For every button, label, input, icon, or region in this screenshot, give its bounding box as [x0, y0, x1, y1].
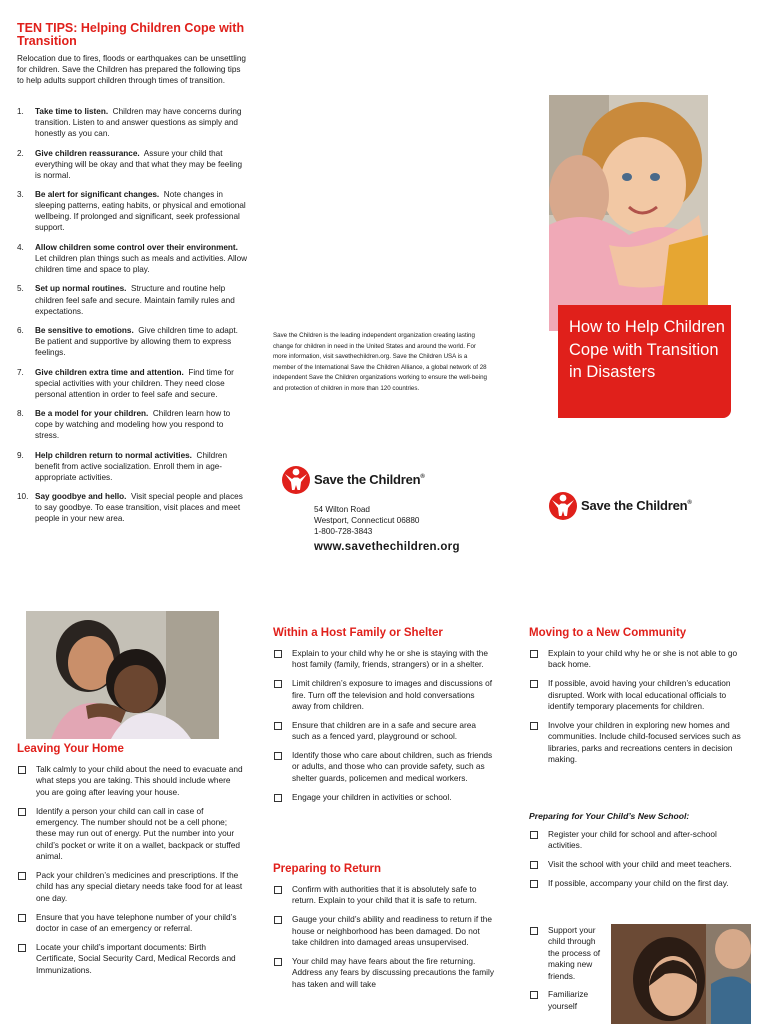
- child-hugging-doll-image: [549, 95, 708, 331]
- tip-heading: Allow children some control over their environment.: [35, 242, 238, 252]
- about-text: Save the Children is the leading independent organization creating lasting change for children in need in the United States and around the world. For more information, visit savethechildren.org. Save the Children USA is a member of the International Save the Children Alliance, a global network of 28 independent Save the Children organizations working to ensure the well-being and protection of children in more than 120 countries.: [273, 332, 487, 392]
- leaving-heading: Leaving Your Home: [17, 743, 124, 755]
- logo-back: [281, 462, 425, 496]
- school-subheading: Preparing for Your Child’s New School:: [529, 811, 690, 821]
- host-item: Engage your children in activities or school.: [273, 792, 495, 803]
- tips-list: [17, 106, 249, 533]
- leaving-item: Pack your children’s medicines and prescriptions. If the child has any special dietary needs take food for at least one day.: [17, 870, 243, 904]
- tip-heading: Be alert for significant changes.: [35, 190, 160, 200]
- moving-item: If possible, avoid having your children’s education disrupted. Work with local educational officials to identify temporary placements for children.: [529, 678, 751, 712]
- moving-list: [529, 648, 751, 773]
- tip-heading: Give children reassurance.: [35, 148, 140, 158]
- returning-item: Confirm with authorities that it is absolutely safe to return. Explain to your child that it is safe to return.: [273, 884, 495, 907]
- two-girls-image: [26, 611, 219, 739]
- tip-number: 9.: [17, 450, 24, 460]
- logo-back-text: Save the Children: [314, 471, 421, 487]
- leaving-item: Locate your child’s important documents: Birth Certificate, Social Security Card, Medical Records and Immunizations.: [17, 942, 243, 976]
- moving-item: Involve your children in exploring new homes and communities. Include child-focused services such as libraries, parks and recreations centers in decision making.: [529, 720, 751, 766]
- two-girls-photo: [26, 611, 219, 739]
- moving-heading: Moving to a New Community: [529, 627, 687, 639]
- address-line-1: 54 Wilton Road: [314, 505, 370, 514]
- leaving-list: [17, 764, 243, 983]
- host-item: Explain to your child why he or she is staying with the host family (family, friends, strangers) or in a shelter.: [273, 648, 495, 671]
- tip-heading: Say goodbye and hello.: [35, 492, 127, 502]
- cover-title: How to Help Children Cope with Transition in Disasters: [569, 318, 725, 381]
- host-item: Identify those who care about children, such as friends or adults, and those who can provide safety, such as shelter guards, policemen and medical workers.: [273, 750, 495, 784]
- tip-text: Let children plan things such as meals and activities. Allow children time and space to play.: [35, 253, 248, 275]
- tip-number: 10.: [17, 492, 29, 502]
- tips-intro: Relocation due to fires, floods or earthquakes can be unsettling for children. Save the Children has prepared the following tips to help adults support children through times of transition.: [17, 54, 246, 85]
- tip-item: [17, 189, 249, 233]
- tip-item: [17, 148, 249, 181]
- girl-with-adult-image: [611, 924, 751, 1024]
- logo-child-icon: [548, 488, 578, 522]
- address-block: [314, 504, 419, 538]
- school-item: Familiarize yourself: [529, 989, 605, 1012]
- tip-text: Structure and routine help children feel safe and secure. Maintain family rules and expectations.: [35, 284, 235, 316]
- tip-text: Give children time to adapt. Be patient and supportive by allowing them to express feelings.: [35, 325, 238, 358]
- tip-item: [17, 367, 249, 400]
- tip-item: [17, 283, 249, 316]
- logo-front-mark: ®: [687, 500, 692, 506]
- logo-front: [548, 488, 692, 522]
- tip-number: 1.: [17, 107, 24, 116]
- moving-item: Explain to your child why he or she is not able to go back home.: [529, 648, 751, 671]
- tip-item: [17, 106, 249, 139]
- tip-number: 5.: [17, 284, 24, 294]
- tip-number: 8.: [17, 409, 24, 419]
- tip-text: Children learn how to cope by watching and modeling how you respond to stress.: [35, 409, 231, 441]
- school-item: Support your child through the process of making new friends.: [529, 925, 605, 982]
- girl-photo: [611, 924, 751, 1024]
- school-item: If possible, accompany your child on the first day.: [529, 878, 751, 889]
- tip-item: [17, 242, 249, 275]
- tip-number: 3.: [17, 190, 24, 200]
- tip-heading: Help children return to normal activities.: [35, 450, 192, 460]
- tip-item: [17, 325, 249, 358]
- leaving-item: Ensure that you have telephone number of your child’s doctor in case of an emergency or referral.: [17, 912, 243, 935]
- cover-photo: [549, 95, 708, 331]
- returning-item: Gauge your child’s ability and readiness to return if the house or neighborhood has been damaged. Do not take children into damaged areas unsupervised.: [273, 914, 495, 948]
- tip-heading: Give children extra time and attention.: [35, 367, 184, 377]
- host-list: [273, 648, 495, 810]
- tip-text: Find time for special activities with your children. They need close personal attention in order to feel safe and secure.: [35, 367, 234, 399]
- tip-number: 4.: [17, 242, 24, 252]
- leaving-item: Identify a person your child can call in case of emergency. The number should not be a cell phone; these may run out of energy. Put the number into your child’s pocket or write it on a wallet, backpack or stuffed animal.: [17, 806, 243, 863]
- host-item: Ensure that children are in a safe and secure area such as a fenced yard, playground or school.: [273, 720, 495, 743]
- tip-number: 6.: [17, 325, 24, 335]
- logo-child-icon: [281, 462, 311, 496]
- tip-text: Children may have concerns during transition. Listen to and answer questions as simply and honestly as you can.: [35, 107, 242, 139]
- leaving-item: Talk calmly to your child about the need to evacuate and what steps you are taking. This should include where you are going after leaving your house.: [17, 764, 243, 798]
- school-list-narrow: [529, 925, 605, 1020]
- tip-text: Children benefit from active socialization. Enroll them in age-appropriate activities.: [35, 450, 228, 482]
- tip-text: Note changes in sleeping patterns, eating habits, or physical and emotional wellbeing. If prolonged and significant, seek professional support.: [35, 190, 246, 233]
- tip-item: [17, 491, 249, 524]
- tip-text: Assure your child that everything will be okay and that what they may be feeling is normal.: [35, 148, 243, 180]
- logo-back-mark: ®: [420, 474, 425, 480]
- tip-text: Visit special people and places to say goodbye. To ease transition, visit places and meet people in your new area.: [35, 492, 243, 524]
- tip-number: 7.: [17, 367, 24, 377]
- tip-heading: Take time to listen.: [35, 107, 109, 116]
- tips-title: TEN TIPS: Helping Children Cope with Transition: [17, 21, 245, 48]
- tip-item: [17, 408, 249, 441]
- school-item: Register your child for school and after-school activities.: [529, 829, 751, 852]
- logo-front-text: Save the Children: [581, 497, 688, 513]
- tip-item: [17, 450, 249, 483]
- school-list: [529, 829, 751, 897]
- tip-heading: Be a model for your children.: [35, 409, 149, 419]
- returning-list: [273, 884, 495, 997]
- school-item: Visit the school with your child and meet teachers.: [529, 859, 751, 870]
- tip-heading: Be sensitive to emotions.: [35, 325, 134, 335]
- address-phone: 1-800-728-3843: [314, 527, 373, 537]
- returning-item: Your child may have fears about the fire returning. Address any fears by discussing precautions the family has taken and will take: [273, 956, 495, 990]
- returning-heading: Preparing to Return: [273, 863, 381, 875]
- website-link[interactable]: www.savethechildren.org: [314, 541, 460, 553]
- tip-heading: Set up normal routines.: [35, 284, 127, 294]
- tip-number: 2.: [17, 148, 24, 158]
- host-item: Limit children’s exposure to images and discussions of fire. Turn off the television and hold conversations away from children.: [273, 678, 495, 712]
- address-line-2: Westport, Connecticut 06880: [314, 516, 420, 526]
- host-heading: Within a Host Family or Shelter: [273, 627, 443, 639]
